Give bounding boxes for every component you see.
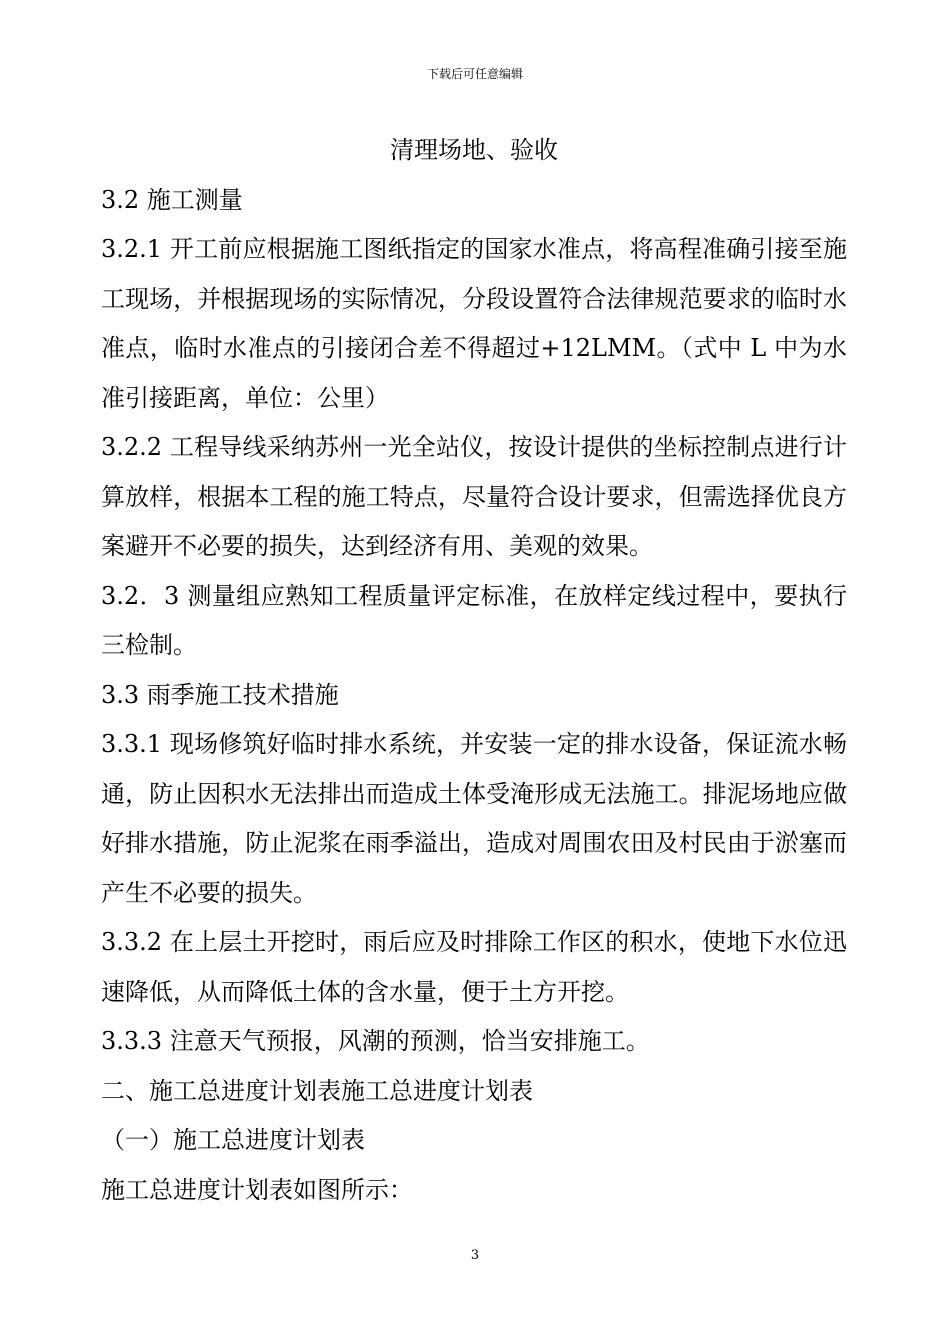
paragraph-subsection-1: （一）施工总进度计划表 [101, 1126, 365, 1154]
paragraph-3-2-3: 3.2．3 测量组应熟知工程质量评定标准，在放样定线过程中，要执行三检制。 [101, 581, 847, 659]
paragraph-section-3-2: 3.2 施工测量 [101, 185, 243, 214]
paragraph-3-2-1: 3.2.1 开工前应根据施工图纸指定的国家水准点，将高程准确引接至施工现场，并根据现场的实际情况，分段设置符合法律规范要求的临时水准点，临时水准点的引接闭合差不得超过+12LMM。（式中 L 中为水准引接距离，单位：公里） [101, 235, 847, 412]
paragraph-3-3-1: 3.3.1 现场修筑好临时排水系统，并安装一定的排水设备，保证流水畅通，防止因积水无法排出而造成土体受淹形成无法施工。排泥场地应做好排水措施，防止泥浆在雨季溢出，造成对周围农田及村民由于淤塞而产生不必要的损失。 [101, 730, 847, 907]
header-note: 下载后可任意编辑 [426, 67, 523, 81]
paragraph-section-2: 二、施工总进度计划表施工总进度计划表 [101, 1076, 533, 1105]
paragraph-section-3-3: 3.3 雨季施工技术措施 [101, 680, 339, 709]
paragraph-3-3-2: 3.3.2 在上层土开挖时，雨后应及时排除工作区的积水，使地下水位迅速降低，从而降低土体的含水量，便于土方开挖。 [101, 928, 847, 1006]
document-body [101, 126, 847, 1215]
document-title: 清理场地、验收 [390, 136, 558, 164]
paragraph-3-3-3: 3.3.3 注意天气预报，风潮的预测，恰当安排施工。 [101, 1027, 650, 1055]
paragraph-3-2-2: 3.2.2 工程导线采纳苏州一光全站仪，按设计提供的坐标控制点进行计算放样，根据本工程的施工特点，尽量符合设计要求，但需选择优良方案避开不必要的损失，达到经济有用、美观的效果。 [101, 433, 847, 560]
page-number: 3 [470, 1248, 480, 1263]
paragraph-figure-intro: 施工总进度计划表如图所示： [101, 1175, 413, 1204]
